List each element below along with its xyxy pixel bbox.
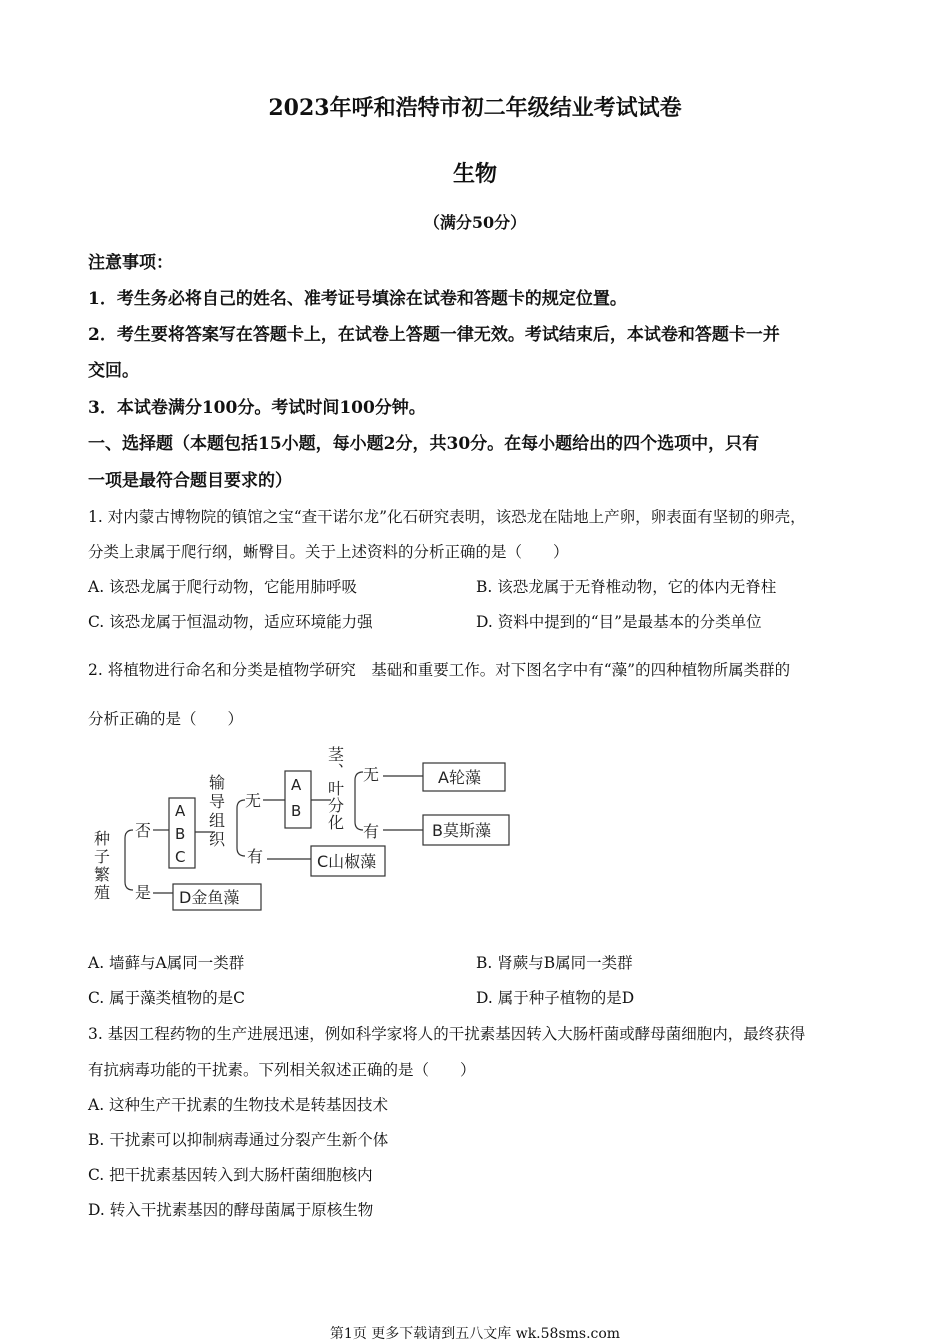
diagram-d-label: D金鱼藻 (179, 888, 240, 907)
q2-option-a: A. 墙藓与A属同一类群 (88, 954, 245, 972)
q3-stem: 3. 基因工程药物的生产进展迅速，例如科学家将人的干扰素基因转入大肠杆菌或酵母菌细胞内，最终获得 (88, 1025, 806, 1043)
diagram-no-label: 否 (135, 821, 152, 840)
q3-option-d: D. 转入干扰素基因的酵母菌属于原核生物 (88, 1201, 374, 1219)
note-item: 交回。 (88, 361, 139, 381)
section-heading: 一、选择题（本题包括15小题，每小题2分，共30分。在每小题给出的四个选项中，只有 (88, 434, 760, 454)
diagram-c-label: C山椒藻 (317, 852, 377, 871)
subject-title: 生物 (452, 161, 497, 187)
q3-option-c: C. 把干扰素基因转入到大肠杆菌细胞核内 (88, 1166, 373, 1184)
diagram-box-abc-label: B (175, 825, 186, 843)
diagram-have-label: 有 (247, 847, 264, 866)
q2-stem: 2. 将植物进行命名和分类是植物学研究 基础和重要工作。对下图名字中有“藻”的四种植物所属类群的 (88, 661, 791, 679)
q2-option-d: D. 属于种子植物的是D (476, 989, 635, 1007)
q1-option-a: A. 该恐龙属于爬行动物，它能用肺呼吸 (88, 578, 358, 596)
diagram-none-label: 无 (245, 791, 262, 810)
note-item: 3．本试卷满分100分。考试时间100分钟。 (88, 398, 426, 418)
q2-option-b: B. 肾蕨与B属同一类群 (476, 954, 633, 972)
q3-stem-cont: 有抗病毒功能的干扰素。下列相关叙述正确的是（ ） (88, 1061, 476, 1079)
q1-option-c: C. 该恐龙属于恒温动物，适应环境能力强 (88, 613, 373, 631)
diagram-seed-label: 种子繁殖 (91, 830, 111, 902)
q3-option-a: A. 这种生产干扰素的生物技术是转基因技术 (88, 1096, 389, 1114)
diagram-box-ab-label: B (291, 802, 302, 820)
q2-stem-cont: 分析正确的是（ ） (88, 710, 244, 728)
exam-title: 2023年呼和浩特市初二年级结业考试试卷 (268, 95, 682, 121)
diagram-a-label: A轮藻 (438, 768, 481, 787)
diagram-yes-label: 是 (135, 883, 152, 902)
section-heading-cont: 一项是最符合题目要求的） (88, 471, 292, 491)
diagram-box-ab-label: A (291, 776, 302, 794)
q1-option-d: D. 资料中提到的“目”是最基本的分类单位 (476, 613, 762, 631)
diagram-b-label: B莫斯藻 (432, 821, 491, 840)
diagram-box-abc-label: A (175, 802, 186, 820)
full-score: （满分50分） (423, 213, 527, 232)
classification-diagram (91, 742, 515, 914)
q1-option-b: B. 该恐龙属于无脊椎动物，它的体内无脊柱 (476, 578, 777, 596)
notes-heading: 注意事项： (88, 253, 173, 273)
diagram-leaf-none-label: 无 (363, 765, 380, 784)
q3-option-b: B. 干扰素可以抑制病毒通过分裂产生新个体 (88, 1131, 389, 1149)
q2-option-c: C. 属于藻类植物的是C (88, 989, 246, 1007)
q1-stem-cont: 分类上隶属于爬行纲，蜥臀目。关于上述资料的分析正确的是（ ） (88, 543, 569, 561)
diagram-stemleaf-label: 茎、叶分化 (325, 746, 345, 831)
page-footer: 第1页 更多下载请到五八文库 wk.58sms.com (329, 1326, 621, 1342)
q1-stem: 1. 对内蒙古博物院的镇馆之宝“查干诺尔龙”化石研究表明，该恐龙在陆地上产卵，卵表面有坚韧的卵壳， (88, 508, 806, 526)
note-item: 2．考生要将答案写在答题卡上，在试卷上答题一律无效。考试结束后，本试卷和答题卡一并 (88, 325, 780, 345)
note-item: 1．考生务必将自己的姓名、准考证号填涂在试卷和答题卡的规定位置。 (88, 289, 627, 309)
diagram-leaf-have-label: 有 (363, 822, 380, 841)
diagram-box-abc-label: C (175, 848, 186, 866)
diagram-tissue-label: 输导组织 (206, 774, 226, 850)
